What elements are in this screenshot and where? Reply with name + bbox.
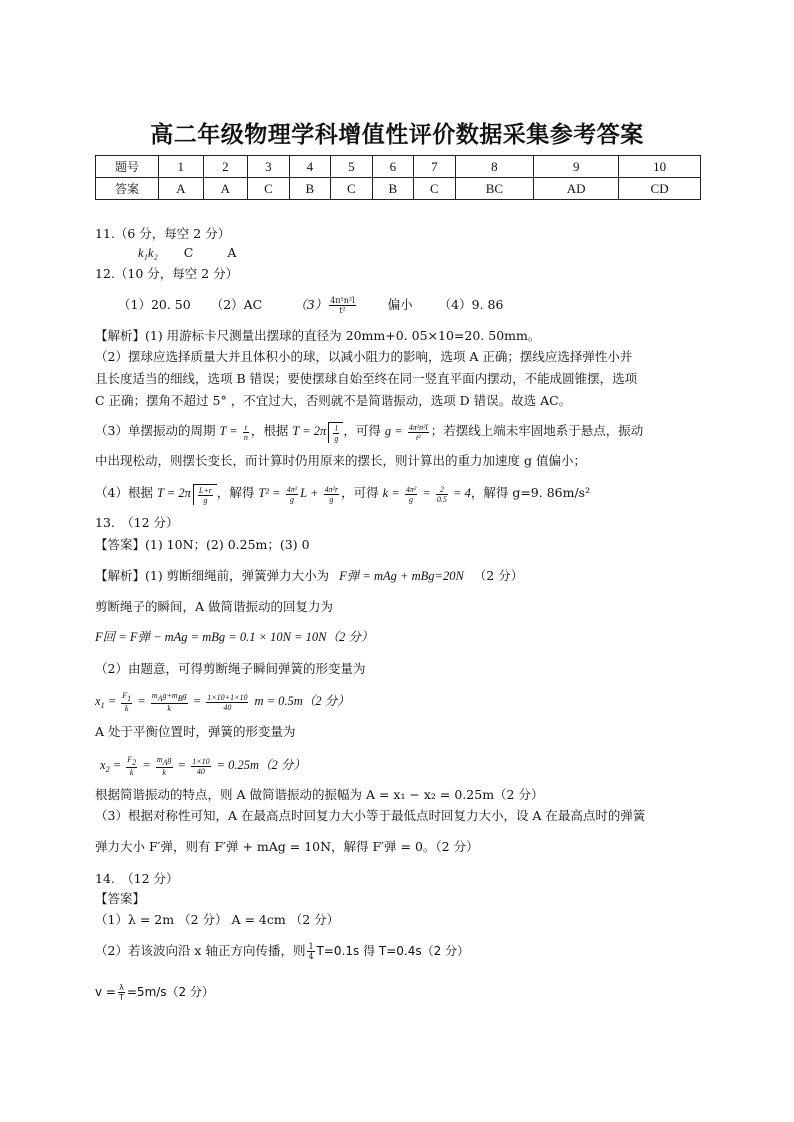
q12-exp3b: 中出现松动，则摆长变长，而计算时仍用原来的摆长，则计算出的重力加速度 g 值偏小；: [95, 453, 586, 468]
q13-exp5: [95, 691, 350, 715]
q13-exp8: 根据简谐振动的特点，则 A 做简谐振动的振幅为 A = x₁ − x₂ = 0.25m（2 分）: [95, 787, 544, 802]
q13-exp1: [95, 567, 523, 585]
table-cell: 9: [534, 156, 619, 178]
table-cell: AD: [534, 178, 619, 200]
q12-ans3-num: 4π²n²l: [330, 296, 355, 305]
page-title: 高二年级物理学科增值性评价数据采集参考答案: [150, 122, 644, 148]
table-row: [96, 156, 701, 178]
table-cell: 7: [414, 156, 455, 178]
q12-answers: [118, 296, 503, 315]
table-cell: A: [159, 178, 204, 200]
q14-answer-label: 【答案】: [95, 891, 146, 906]
q11-blank3: A: [227, 245, 237, 260]
q12-ans4: （4）9. 86: [438, 297, 504, 312]
answer-table: [95, 155, 701, 200]
table-header-cell: 题号: [96, 156, 159, 178]
q14-line2-post: T=0.1s 得 T=0.4s（2 分）: [316, 944, 470, 958]
q12-ans2: （2）AC: [210, 297, 263, 312]
q13-answer: 【答案】(1) 10N；(2) 0.25m；(3) 0: [95, 537, 310, 552]
q14-fraction-quarter: $\frac{1}{4}$: [308, 942, 314, 961]
table-cell: 3: [248, 156, 289, 178]
table-row: [96, 178, 701, 200]
q12-exp3a: [95, 422, 643, 443]
q12-exp4-text2: ，解得: [216, 485, 255, 501]
table-cell: 1: [159, 156, 204, 178]
table-cell: 6: [372, 156, 413, 178]
q12-formula-T1: T = $\frac{t}{n}$: [219, 422, 248, 442]
q12-ans3-fraction: [329, 296, 355, 315]
q12-formula-T2: T = 2π $\frac{l}{g}$: [292, 424, 343, 438]
q13-exp4: （2）由题意，可得剪断绳子瞬间弹簧的形变量为: [95, 661, 366, 676]
table-cell: A: [203, 178, 248, 200]
table-cell: C: [414, 178, 455, 200]
q12-exp4-text1: （4）根据: [95, 485, 153, 501]
q13-exp5-tail: m = 0.5m（2 分）: [254, 693, 350, 708]
table-cell: 5: [331, 156, 372, 178]
q12-exp4: [95, 484, 590, 505]
q14-line2: [95, 942, 469, 961]
q13-formula-x2: $x_2$ = $\frac{F2}{k}$ = $\frac{\text{mAg}}{k}$ = $\frac{1\times 10}{40}$: [100, 755, 210, 777]
q13-exp1-pre: 【解析】(1) 剪断细绳前，弹簧弹力大小为: [95, 568, 330, 583]
table-cell: 2: [203, 156, 248, 178]
q12-header: 12.（10 分，每空 2 分）: [95, 266, 239, 281]
q12-exp2b: 且长度适当的细线，选项 B 错误；要使摆球自始至终在同一竖直平面内摆动，不能成圆锥摆，选项: [95, 371, 638, 386]
q13-exp2: 剪断绳子的瞬间，A 做简谐振动的回复力为: [95, 599, 334, 614]
q14-fraction-lambda-T: $\frac{\lambda}{T}$: [118, 983, 124, 1002]
table-cell: B: [372, 178, 413, 200]
q12-formula-k: k = $\frac{\text{4π²}}{g}$ = $\frac{2}{0.5}$ = 4: [382, 484, 471, 504]
q12-ans3-den: t²: [339, 306, 346, 315]
q11-blank2: C: [183, 245, 194, 260]
q12-exp3a-text3: ，可得: [343, 423, 381, 439]
table-cell: B: [289, 178, 330, 200]
q12-ans1: （1）20. 50: [118, 297, 191, 312]
q12-exp3a-text4: ；若摆线上端未牢固地系于悬点，振动: [430, 423, 644, 439]
table-cell: 4: [289, 156, 330, 178]
q12-exp3a-text2: ，根据: [250, 423, 289, 439]
table-cell: 8: [455, 156, 534, 178]
q13-exp1-eq: F弹 = mAg + mBg=20N: [339, 569, 464, 583]
q12-formula-T3: T = 2π $\frac{L+r}{g}$: [157, 486, 217, 500]
q12-ans3-extra: 偏小: [387, 297, 413, 312]
q12-exp2a: （2）摆球应选择质量大并且体积小的球，以减小阻力的影响，选项 A 正确；摆线应选择弹性小并: [95, 349, 633, 364]
table-cell: C: [331, 178, 372, 200]
q11-answers: [138, 244, 236, 262]
table-header-cell: 答案: [96, 178, 159, 200]
q11-header: 11.（6 分，每空 2 分）: [95, 226, 231, 241]
q12-exp2c: C 正确；摆角不超过 5° ，不宜过大，否则就不是简谐振动，选项 D 错误。故选 AC。: [95, 393, 572, 408]
q11-blank1: k₁k₂: [138, 246, 158, 260]
q12-exp4-text4: ，解得 g=9. 86m/s²: [470, 485, 591, 501]
q13-exp7-tail: = 0.25m（2 分）: [216, 757, 306, 772]
q13-exp6: A 处于平衡位置时，弹簧的形变量为: [95, 724, 296, 739]
q12-formula-T4: T² = $\frac{\text{4π²}}{g}$ L + $\frac{\text{4π²r}}{g}$: [258, 484, 339, 504]
q13-exp1-post: （2 分）: [473, 568, 524, 583]
table-cell: CD: [619, 178, 701, 200]
q13-exp10: 弹力大小 F′弹，则有 F′弹 + mAg = 10N，解得 F′弹 = 0。（2 分）: [95, 839, 479, 854]
q14-header: 14. （12 分）: [95, 871, 179, 886]
q12-formula-g: g = $\frac{\text{4π²n²l}}{\text{t²}}$: [384, 422, 428, 442]
q13-exp7: [100, 755, 306, 779]
q13-formula-x1: $x_1$ = $\frac{F1}{k}$ = $\frac{\text{mAg+mBg}}{k}$ = $\frac{1\times 10+1\times 10}{40}$: [95, 691, 248, 713]
q12-ans3-label: （3）: [294, 297, 328, 312]
q14-line1: （1）λ = 2m （2 分） A = 4cm （2 分）: [95, 912, 340, 927]
q14-line2-pre: （2）若该波向沿 x 轴正方向传播，则: [95, 943, 306, 958]
q12-exp1: 【解析】(1) 用游标卡尺测量出摆球的直径为 20mm+0. 05×10=20. 50mm。: [95, 328, 541, 343]
q14-line3: [95, 983, 214, 1002]
q12-exp3a-text1: （3）单摆振动的周期: [95, 423, 216, 439]
q13-exp3: F回 = F弹 − mAg = mBg = 0.1 × 10N = 10N（2 分）: [95, 630, 374, 644]
table-cell: 10: [619, 156, 701, 178]
table-cell: C: [248, 178, 289, 200]
table-cell: BC: [455, 178, 534, 200]
q14-line3-post: =5m/s（2 分）: [126, 985, 214, 999]
q13-exp9: （3）根据对称性可知，A 在最高点时回复力大小等于最低点时回复力大小，设 A 在最高点时的弹簧: [95, 808, 646, 823]
q13-header: 13. （12 分）: [95, 515, 179, 530]
q14-line3-pre: v =: [95, 985, 116, 999]
q12-exp4-text3: ，可得: [341, 485, 379, 501]
